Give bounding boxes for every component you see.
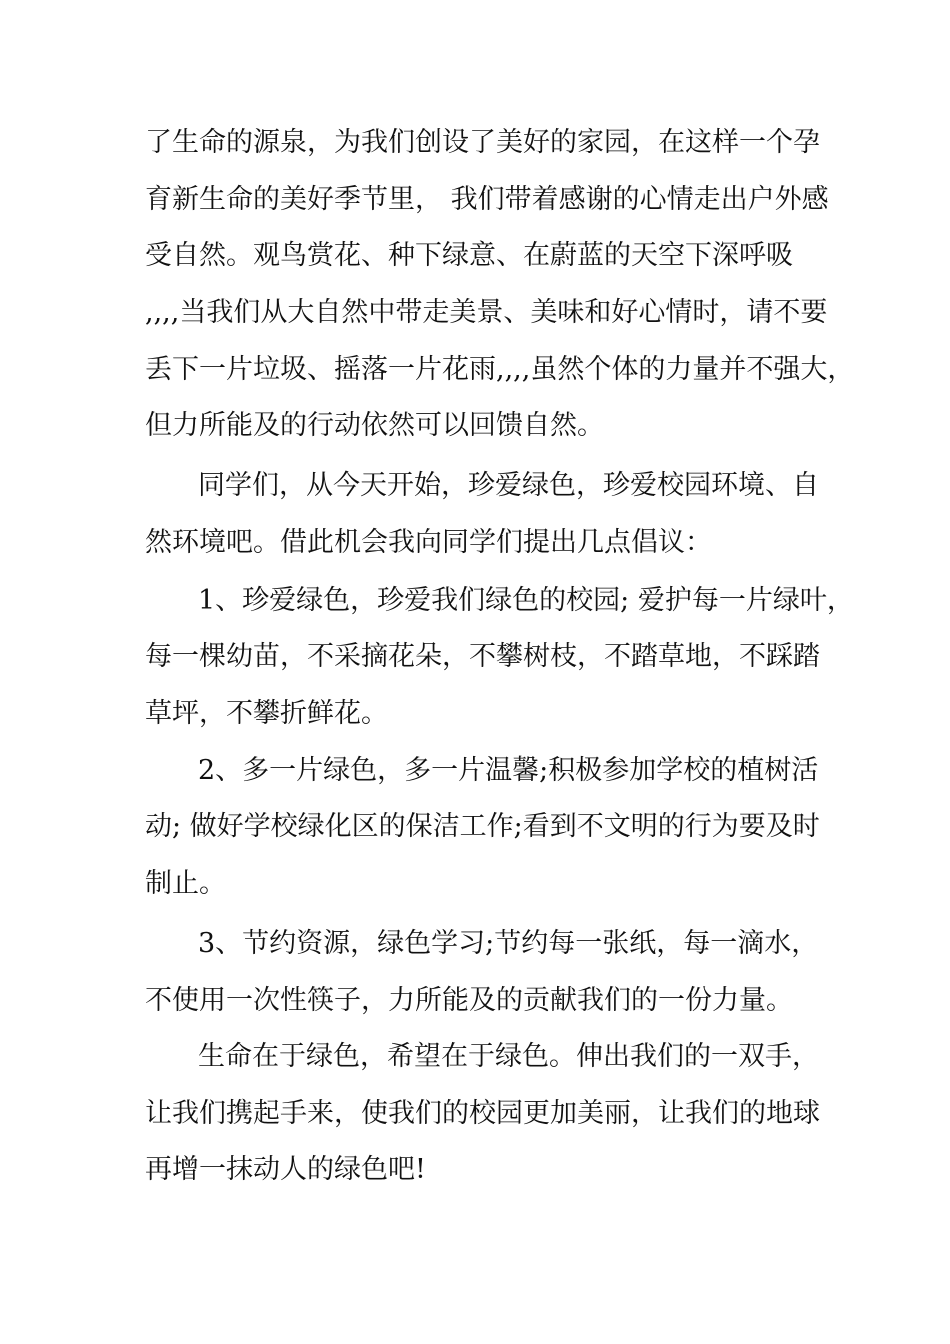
text-line: 3、节约资源，绿色学习;节约每一张纸，每一滴水， <box>198 928 819 959</box>
text-line: 了生命的源泉，为我们创设了美好的家园，在这样一个孕 <box>145 127 820 158</box>
text-line: 再增一抹动人的绿色吧! <box>145 1154 426 1185</box>
text-line: 同学们，从今天开始，珍爱绿色，珍爱校园环境、自 <box>198 470 819 501</box>
text-line: 育新生命的美好季节里， 我们带着感谢的心情走出户外感 <box>145 184 829 215</box>
text-line: 丢下一片垃圾、摇落一片花雨,,,,虽然个体的力量并不强大， <box>145 354 855 385</box>
text-line: 制止。 <box>145 868 226 899</box>
text-line: 草坪，不攀折鲜花。 <box>145 698 388 729</box>
text-line: 2、多一片绿色，多一片温馨;积极参加学校的植树活 <box>198 755 819 786</box>
text-line: 但力所能及的行动依然可以回馈自然。 <box>145 410 604 441</box>
text-line: 受自然。观鸟赏花、种下绿意、在蔚蓝的天空下深呼吸 <box>145 240 793 271</box>
text-line: 每一棵幼苗，不采摘花朵，不攀树枝，不踏草地，不踩踏 <box>145 641 820 672</box>
text-line: 让我们携起手来，使我们的校园更加美丽，让我们的地球 <box>145 1098 820 1129</box>
text-line: 1、珍爱绿色，珍爱我们绿色的校园; 爱护每一片绿叶， <box>198 585 854 616</box>
text-line: 动; 做好学校绿化区的保洁工作;看到不文明的行为要及时 <box>145 811 820 842</box>
text-line: 不使用一次性筷子，力所能及的贡献我们的一份力量。 <box>145 985 793 1016</box>
text-line: 生命在于绿色，希望在于绿色。伸出我们的一双手， <box>198 1041 819 1072</box>
text-line: ,,,,当我们从大自然中带走美景、美味和好心情时，请不要 <box>145 297 828 328</box>
text-line: 然环境吧。借此机会我向同学们提出几点倡议： <box>145 527 712 558</box>
